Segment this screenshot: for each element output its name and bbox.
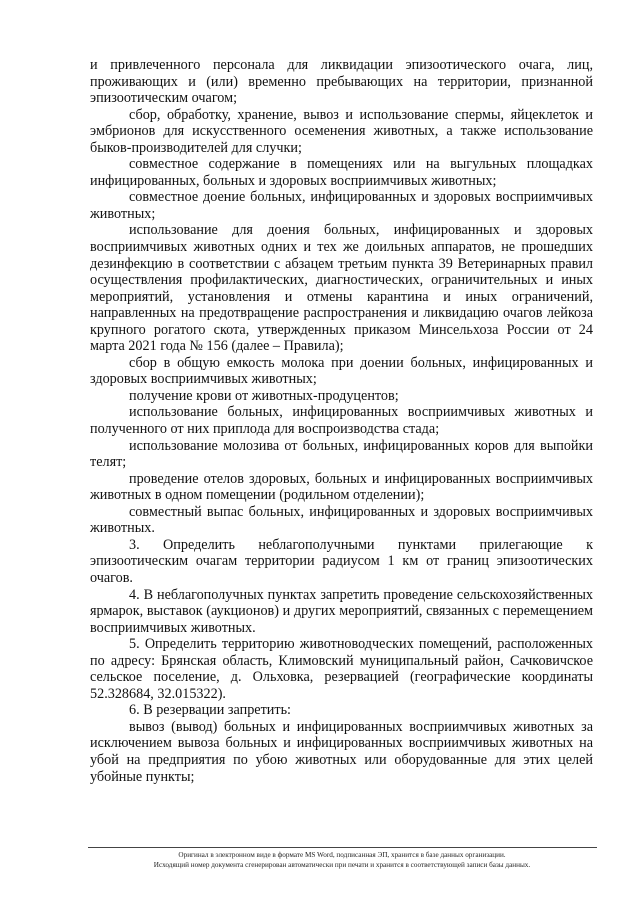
paragraph: сбор, обработку, хранение, вывоз и использование спермы, яйцеклеток и эмбрионов для искусственного осеменения животных, а также использование быков-производителей для случки; (90, 106, 593, 156)
footer-divider (88, 847, 597, 848)
paragraph: совместное содержание в помещениях или на выгульных площадках инфицированных, больных и здоровых восприимчивых животных; (90, 156, 593, 189)
paragraph: использование больных, инфицированных восприимчивых животных и полученного от них приплода для воспроизводства стада; (90, 404, 593, 438)
paragraph: и привлеченного персонала для ликвидации эпизоотического очага, лиц, проживающих и (или) временно пребывающих на территории, признанной эпизоотическим очагом; (90, 57, 593, 107)
numbered-paragraph: 4. В неблагополучных пунктах запретить проведение сельскохозяйственных ярмарок, выставок (аукционов) и других мероприятий, связанных с перемещением восприимчивых животных. (90, 586, 593, 636)
paragraph: получение крови от животных-продуцентов; (129, 387, 399, 404)
paragraph: сбор в общую емкость молока при доении больных, инфицированных и здоровых восприимчивых животных; (90, 354, 593, 388)
footer-line-1: Оригинал в электронном виде в формате MS Word, подписанная ЭП, хранится в базе данных организации. (178, 851, 506, 859)
paragraph: совместное доение больных, инфицированных и здоровых восприимчивых животных; (90, 189, 593, 222)
paragraph: вывоз (вывод) больных и инфицированных восприимчивых животных за исключением вывоза больных и инфицированных восприимчивых животных на убой на предприятия по убою животных или оборудованные для этих целей убойные пункты; (90, 718, 593, 785)
numbered-paragraph: 5. Определить территорию животноводческих помещений, расположенных по адресу: Брянская область, Климовский муниципальный район, Сачковичское сельское поселение, д. Ольховка, резервацией (географические координаты 52.328684, 32.015322). (90, 636, 593, 702)
paragraph: проведение отелов здоровых, больных и инфицированных восприимчивых животных в одном помещении (родильном отделении); (90, 470, 593, 504)
numbered-paragraph: 3. Определить неблагополучными пунктами прилегающие к эпизоотическим очагам территории радиусом 1 км от границ эпизоотических очагов. (90, 536, 593, 586)
document-body (90, 57, 593, 785)
paragraph: использование для доения больных, инфицированных и здоровых восприимчивых животных одних и тех же доильных аппаратов, не прошедших дезинфекцию в соответствии с абзацем третьим пункта 39 Ветеринарных правил осуществления профилактических, диагностических, ограничительных и иных мероприятий, установления и отмены карантина и иных ограничений, направленных на предотвращение распространения и ликвидацию очагов лейкоза крупного рогатого скота, утвержденных приказом Минсельхоза России от 24 марта 2021 года № 156 (далее – Правила); (90, 222, 593, 355)
page-footer (60, 850, 624, 870)
paragraph: совместный выпас больных, инфицированных и здоровых восприимчивых животных. (90, 503, 593, 537)
footer-line-2: Исходящий номер документа сгенерирован автоматически при печати и хранится в соответствующей записи базы данных. (153, 861, 531, 869)
numbered-paragraph: 6. В резервации запретить: (129, 702, 291, 719)
paragraph: использование молозива от больных, инфицированных коров для выпойки телят; (90, 437, 593, 471)
